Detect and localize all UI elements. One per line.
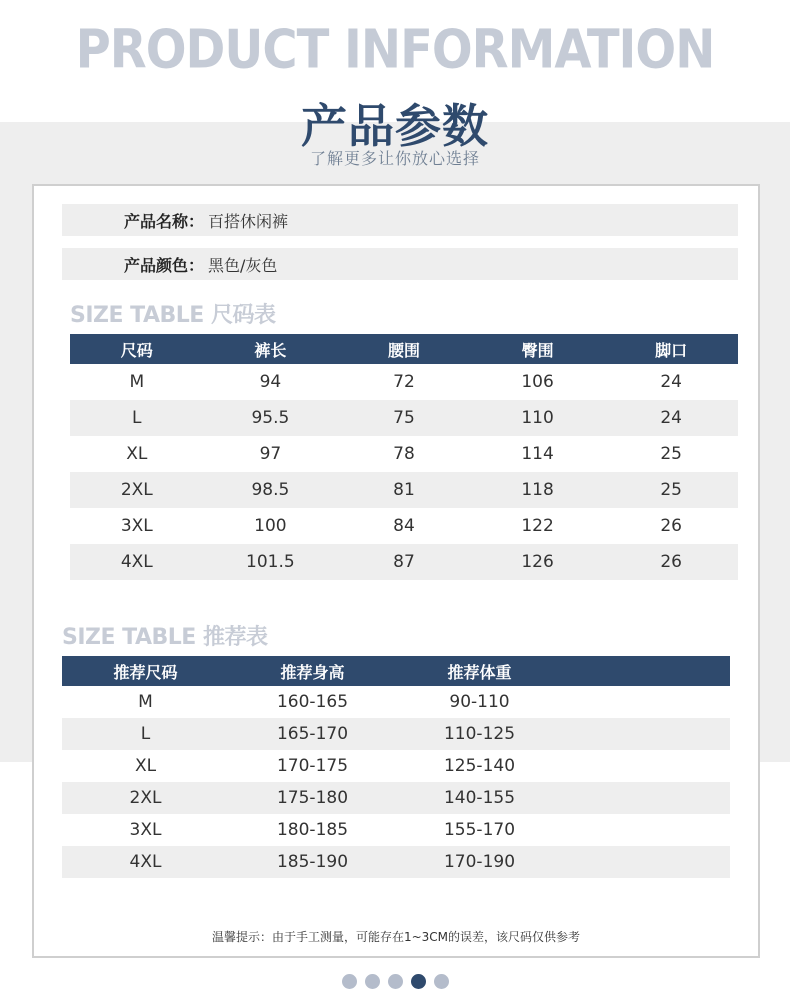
recommend-table-cell: 140-155: [443, 788, 516, 808]
size-table-row: [70, 544, 738, 580]
title-chinese: 产品参数: [301, 99, 489, 153]
size-table-cell: L: [132, 408, 142, 428]
info-row-name: [62, 204, 738, 236]
pagination-dot[interactable]: [342, 974, 357, 989]
recommend-table-row: [62, 686, 730, 718]
measurement-note: 温馨提示：由于手工测量，可能存在1~3CM的误差，该尺码仅供参考: [211, 930, 581, 944]
recommend-table-header-cell: 推荐身高: [280, 662, 345, 682]
recommend-table-cell: 170-175: [276, 756, 349, 776]
size-table-header-cell: 裤长: [254, 340, 287, 360]
size-table-cell: 110: [521, 408, 554, 428]
size-table-cell: 118: [521, 480, 554, 500]
recommend-table-cell: 155-170: [443, 820, 516, 840]
recommend-table-title: SIZE TABLE 推荐表: [62, 625, 268, 650]
recommend-table-row: [62, 750, 730, 782]
recommend-table-cell: 90-110: [449, 692, 510, 712]
size-table-cell: 26: [660, 552, 682, 572]
info-row-color: [62, 248, 738, 280]
size-table-cell: 81: [393, 480, 415, 500]
pagination-dots: [0, 974, 790, 989]
recommend-table-cell: 4XL: [129, 852, 162, 872]
recommend-table-cell: 3XL: [129, 820, 162, 840]
recommend-table-row: [62, 814, 730, 846]
info-value: 百搭休闲裤: [208, 211, 289, 231]
recommend-table-cell: XL: [134, 756, 157, 776]
info-key: 产品名称：: [124, 211, 205, 231]
recommend-table-cell: 175-180: [276, 788, 349, 808]
size-table-cell: 122: [521, 516, 554, 536]
size-table-cell: 100: [254, 516, 287, 536]
size-table-cell: 75: [393, 408, 415, 428]
size-table-cell: XL: [126, 444, 148, 464]
size-table-row: [70, 472, 738, 508]
recommend-table-header-cell: 推荐体重: [447, 662, 512, 682]
size-table-row: [70, 508, 738, 544]
size-table-header-row: [70, 334, 738, 364]
size-table-cell: 84: [393, 516, 415, 536]
pagination-dot[interactable]: [365, 974, 380, 989]
recommend-table-row: [62, 846, 730, 878]
size-table-header-cell: 脚口: [655, 340, 688, 360]
recommend-table-cell: 180-185: [276, 820, 349, 840]
title-english: PRODUCT INFORMATION: [75, 18, 715, 81]
info-key: 产品颜色：: [124, 255, 205, 275]
size-table-row: [70, 436, 738, 472]
recommend-table-cell: 160-165: [276, 692, 349, 712]
size-table: [70, 334, 738, 580]
size-table-cell: 126: [521, 552, 554, 572]
recommend-table-cell: L: [140, 724, 151, 744]
size-table-cell: 106: [521, 372, 554, 392]
recommend-table-header-row: [62, 656, 730, 686]
recommend-table-cell: M: [138, 692, 153, 712]
size-table-cell: 4XL: [120, 552, 153, 572]
size-table-cell: 87: [393, 552, 415, 572]
subtitle: 了解更多让你放心选择: [309, 149, 480, 168]
size-table-cell: 24: [660, 372, 682, 392]
pagination-dot[interactable]: [388, 974, 403, 989]
size-table-row: [70, 364, 738, 400]
size-table-header-cell: 尺码: [120, 340, 153, 360]
size-table-header-cell: 臀围: [521, 340, 554, 360]
info-value: 黑色/灰色: [208, 255, 278, 275]
size-table-title: SIZE TABLE 尺码表: [70, 303, 276, 328]
pagination-dot[interactable]: [411, 974, 426, 989]
size-table-cell: 101.5: [246, 552, 295, 572]
size-table-cell: 78: [393, 444, 415, 464]
recommend-table-cell: 2XL: [129, 788, 162, 808]
recommend-table-row: [62, 782, 730, 814]
size-table-cell: 98.5: [251, 480, 290, 500]
size-table-cell: 25: [660, 444, 682, 464]
size-table-cell: 26: [660, 516, 682, 536]
size-table-cell: M: [129, 372, 145, 392]
recommend-table-row: [62, 718, 730, 750]
recommend-table-cell: 185-190: [276, 852, 349, 872]
recommend-table-cell: 165-170: [276, 724, 349, 744]
size-table-cell: 25: [660, 480, 682, 500]
size-table-cell: 95.5: [251, 408, 290, 428]
size-table-cell: 2XL: [120, 480, 153, 500]
recommend-table-header-cell: 推荐尺码: [113, 662, 178, 682]
pagination-dot[interactable]: [434, 974, 449, 989]
size-table-cell: 97: [259, 444, 282, 464]
size-table-cell: 114: [521, 444, 554, 464]
product-card: [32, 184, 760, 958]
size-table-row: [70, 400, 738, 436]
recommend-table-cell: 170-190: [443, 852, 516, 872]
recommend-table-cell: 125-140: [443, 756, 516, 776]
size-table-cell: 94: [259, 372, 282, 392]
recommend-table: [62, 656, 730, 878]
size-table-cell: 24: [660, 408, 682, 428]
size-table-cell: 3XL: [120, 516, 153, 536]
size-table-header-cell: 腰围: [387, 340, 420, 360]
recommend-table-cell: 110-125: [443, 724, 516, 744]
size-table-cell: 72: [393, 372, 415, 392]
